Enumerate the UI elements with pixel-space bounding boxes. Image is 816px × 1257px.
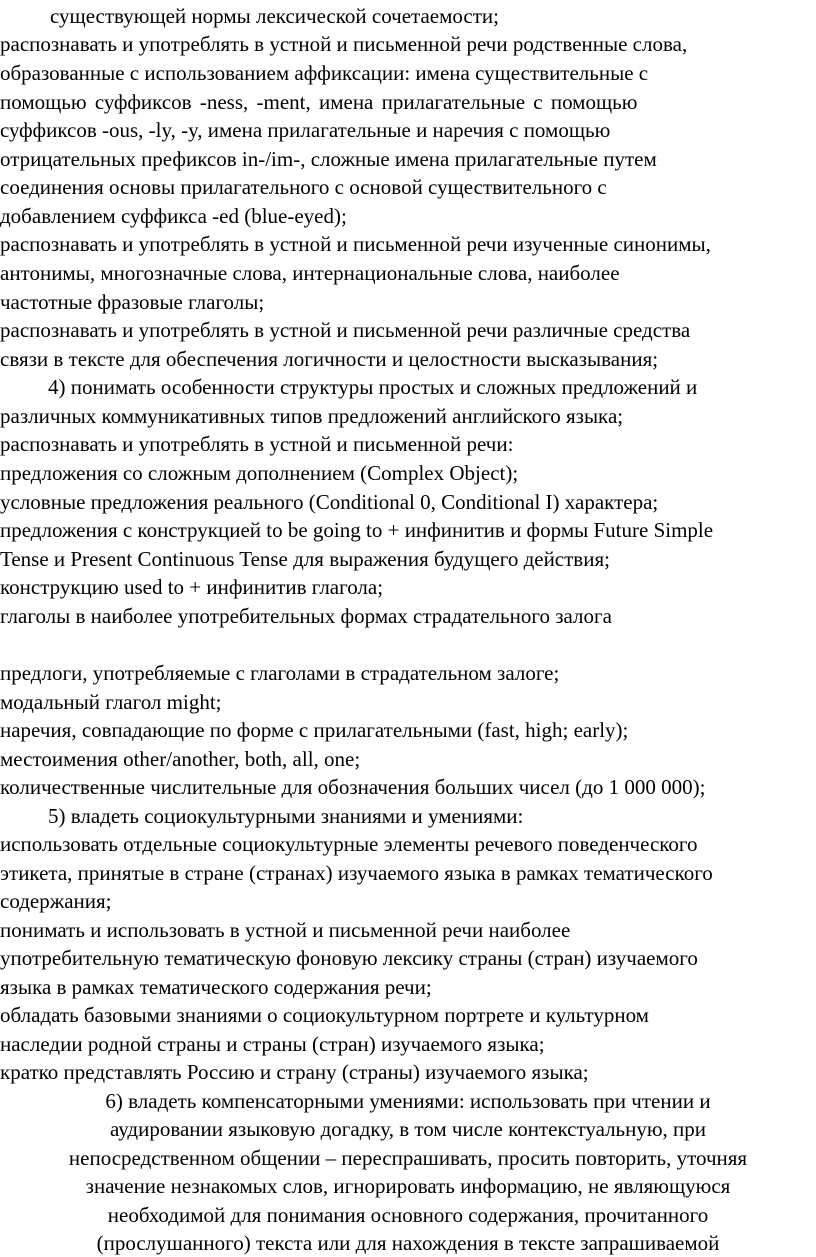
- text-line: предложения с конструкцией to be going to + инфинитив и формы Future Simple: [0, 518, 714, 542]
- text-line: распознавать и употреблять в устной и письменной речи различные средства: [0, 318, 691, 342]
- text-line: местоимения other/another, both, all, one;: [0, 747, 361, 771]
- text-line: обладать базовыми знаниями о социокультурном портрете и культурном: [0, 1003, 649, 1027]
- text-line: количественные числительные для обозначения больших чисел (до 1 000 000);: [0, 775, 706, 799]
- text-line: аудировании языковую догадку, в том числе контекстуальную, при: [109, 1117, 707, 1141]
- text-line: отрицательных префиксов in-/im-, сложные имена прилагательные путем: [0, 147, 657, 171]
- text-line: предлоги, употребляемые с глаголами в страдательном залоге;: [0, 661, 560, 685]
- text-line: условные предложения реального (Conditional 0, Conditional I) характера;: [0, 490, 659, 514]
- text-line: помощью суффиксов -ness, -ment, имена прилагательные с помощью: [0, 90, 638, 114]
- text-line: 5) владеть социокультурными знаниями и умениями:: [48, 804, 524, 828]
- text-line: непосредственном общении – переспрашивать, просить повторить, уточняя: [68, 1146, 748, 1170]
- text-line: этикета, принятые в стране (странах) изучаемого языка в рамках тематического: [0, 861, 713, 885]
- text-line: соединения основы прилагательного с основой существительного с: [0, 175, 607, 199]
- text-line: предложения со сложным дополнением (Complex Object);: [0, 461, 519, 485]
- text-line: глаголы в наиболее употребительных формах страдательного залога: [0, 604, 612, 628]
- text-line: значение незнакомых слов, игнорировать информацию, не являющуюся: [85, 1174, 731, 1198]
- text-line: различных коммуникативных типов предложений английского языка;: [0, 404, 624, 428]
- text-line: понимать и использовать в устной и письменной речи наиболее: [0, 918, 571, 942]
- text-line: распознавать и употреблять в устной и письменной речи:: [0, 432, 514, 456]
- text-line: Tense и Present Continuous Tense для выражения будущего действия;: [0, 547, 610, 571]
- text-line: связи в тексте для обеспечения логичности и целостности высказывания;: [0, 347, 659, 371]
- text-line: использовать отдельные социокультурные элементы речевого поведенческого: [0, 832, 698, 856]
- text-line: (прослушанного) текста или для нахождения в тексте запрашиваемой: [96, 1231, 720, 1255]
- text-line: наречия, совпадающие по форме с прилагательными (fast, high; early);: [0, 718, 629, 742]
- text-line: кратко представлять Россию и страну (страны) изучаемого языка;: [0, 1060, 589, 1084]
- text-line: добавлением суффикса -ed (blue-eyed);: [0, 204, 347, 228]
- text-line: употребительную тематическую фоновую лексику страны (стран) изучаемого: [0, 946, 698, 970]
- text-line: распознавать и употреблять в устной и письменной речи родственные слова,: [0, 32, 688, 56]
- text-line: антонимы, многозначные слова, интернациональные слова, наиболее: [0, 261, 620, 285]
- text-line: частотные фразовые глаголы;: [0, 290, 265, 314]
- text-line: 4) понимать особенности структуры простых и сложных предложений и: [48, 375, 698, 399]
- text-line: конструкцию used to + инфинитив глагола;: [0, 575, 384, 599]
- text-line: распознавать и употреблять в устной и письменной речи изученные синонимы,: [0, 232, 711, 256]
- text-line: наследии родной страны и страны (стран) изучаемого языка;: [0, 1032, 545, 1056]
- text-line: суффиксов -ous, -ly, -y, имена прилагательные и наречия с помощью: [0, 118, 611, 142]
- text-line: языка в рамках тематического содержания речи;: [0, 975, 432, 999]
- text-line: существующей нормы лексической сочетаемости;: [50, 4, 499, 28]
- text-line: необходимой для понимания основного содержания, прочитанного: [107, 1203, 709, 1227]
- text-line: модальный глагол might;: [0, 690, 222, 714]
- text-line: образованные с использованием аффиксации: имена существительные с: [0, 61, 649, 85]
- text-line: содержания;: [0, 889, 112, 913]
- text-line: 6) владеть компенсаторными умениями: использовать при чтении и: [105, 1089, 711, 1113]
